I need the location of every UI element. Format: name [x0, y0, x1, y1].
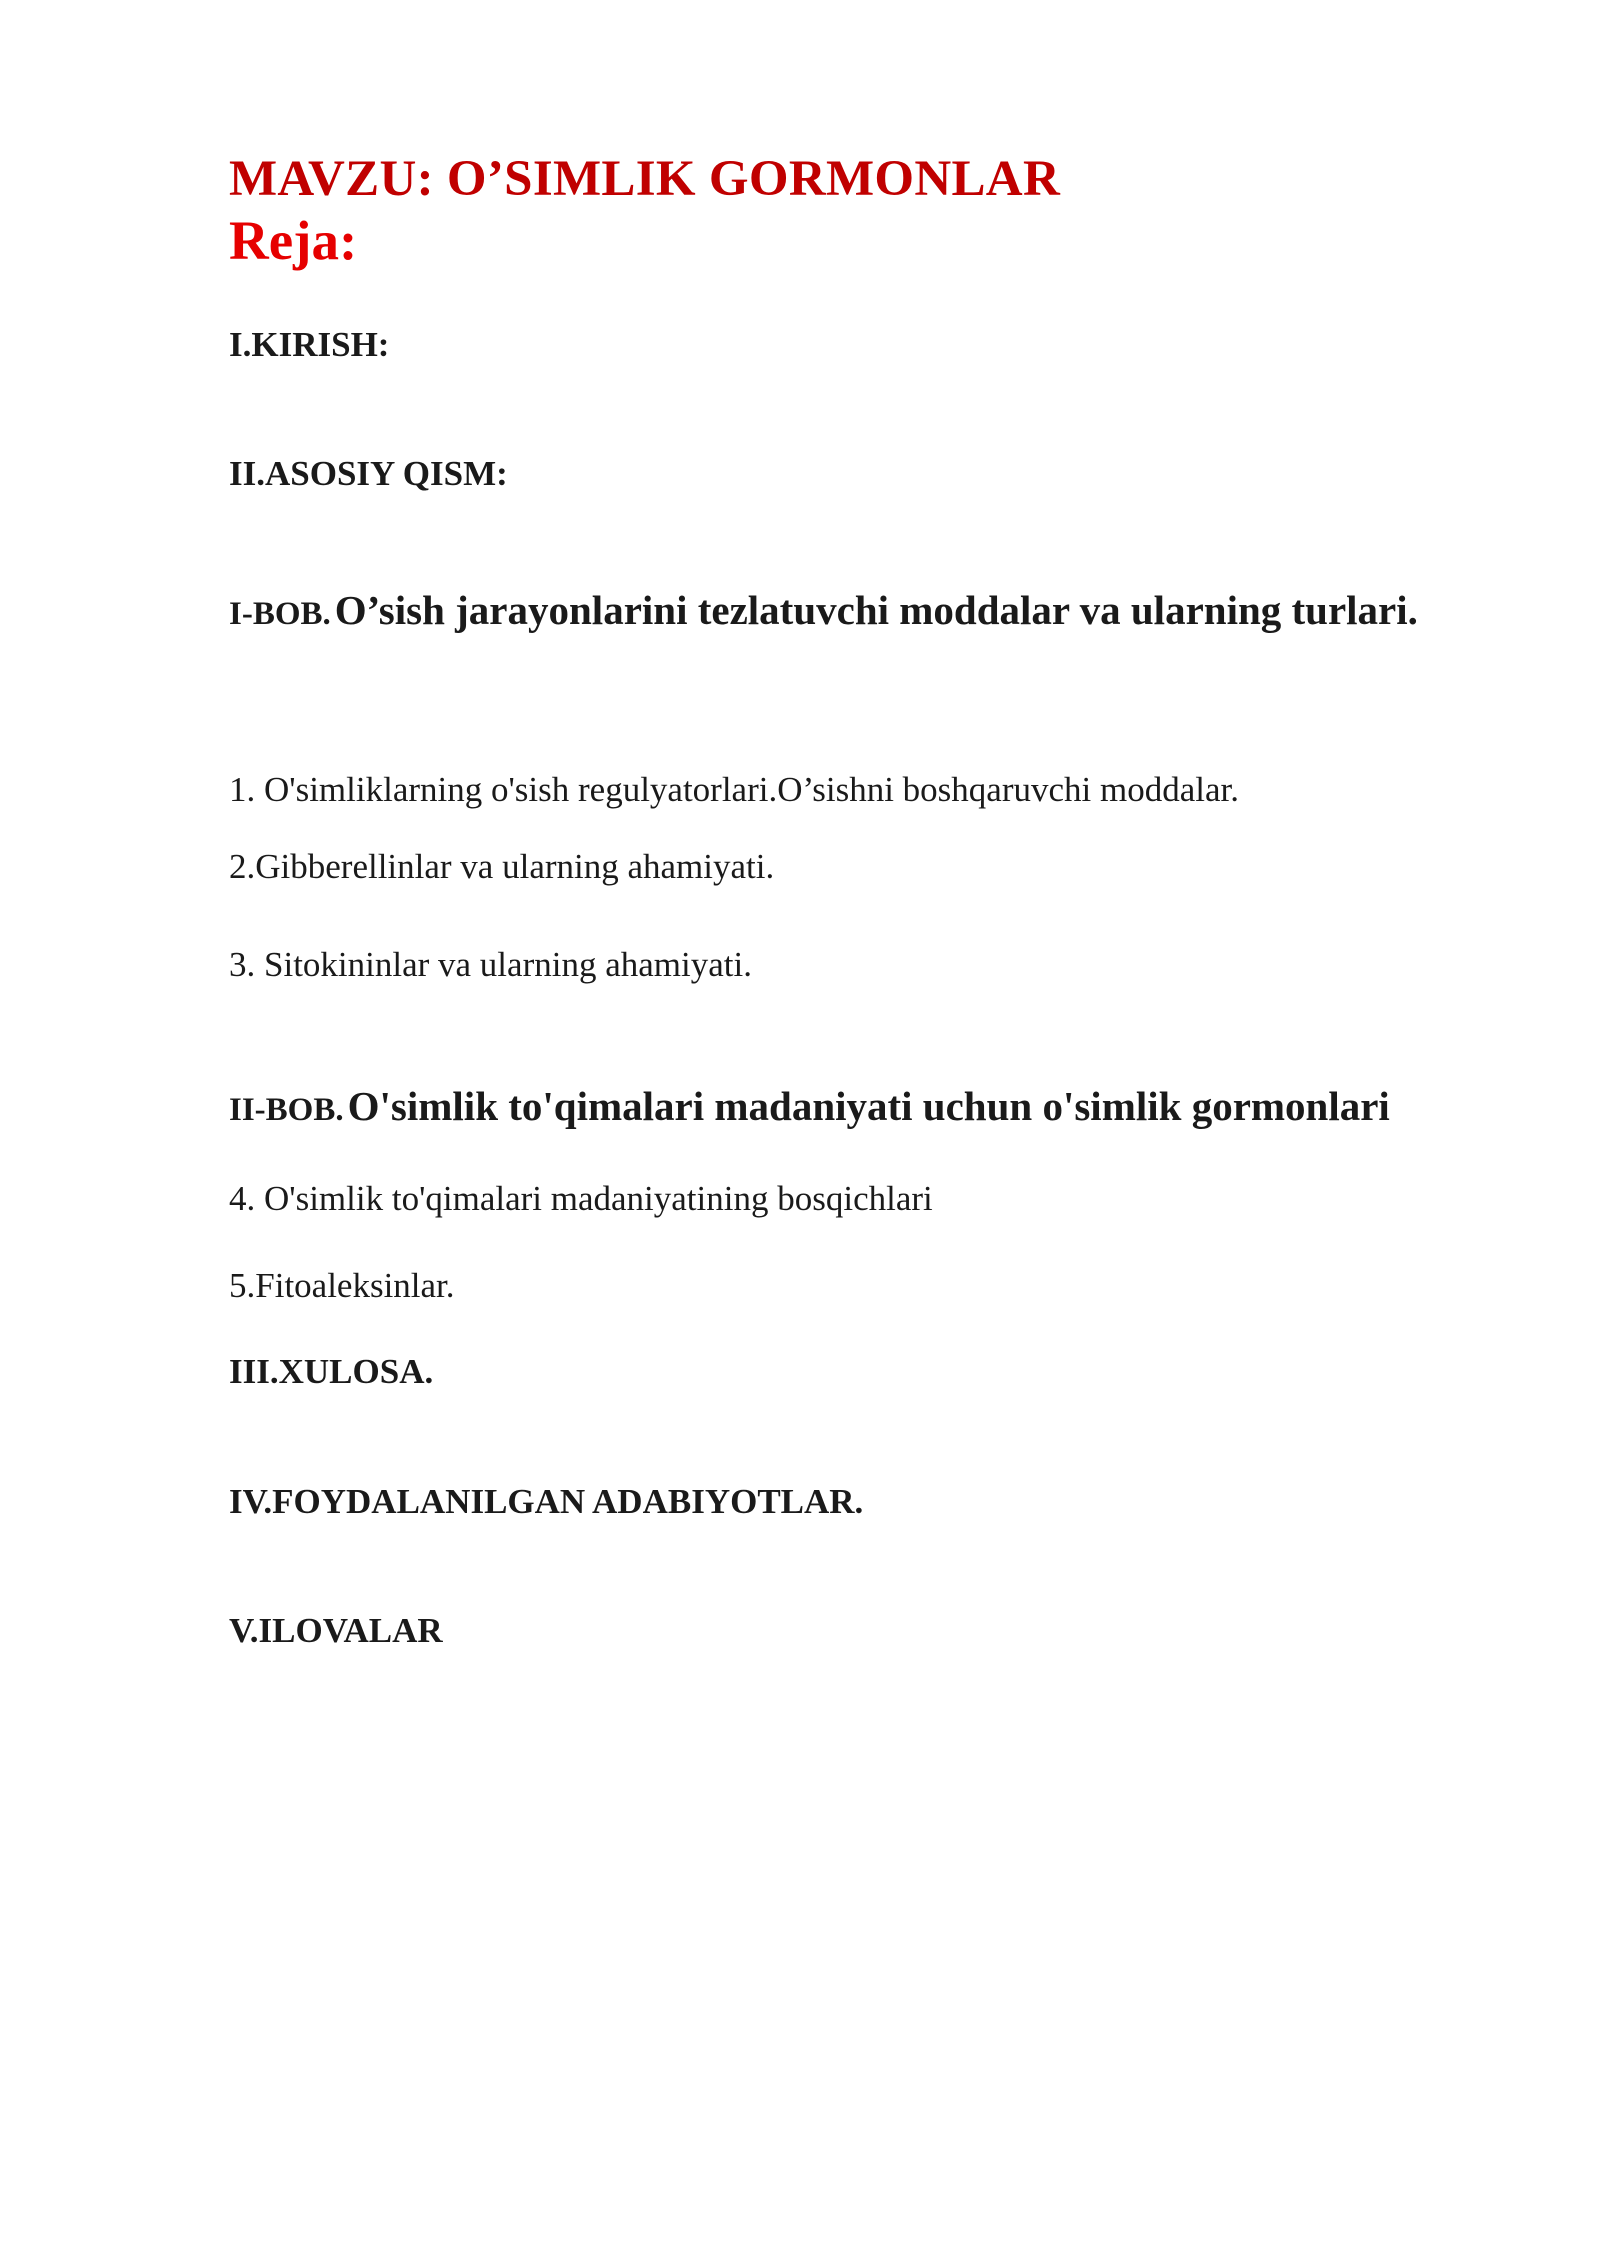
plan-item-4: [229, 1179, 933, 1219]
plan-label: Reja:: [229, 209, 358, 271]
plan-item-2: [229, 847, 774, 887]
plan-item-5-number: 5.: [229, 1266, 256, 1305]
chapter-1-heading: [229, 582, 1484, 648]
plan-item-1-number: 1.: [229, 770, 256, 809]
plan-item-2-number: 2.: [229, 847, 256, 886]
section-references: IV.FOYDALANILGAN ADABIYOTLAR.: [229, 1482, 864, 1521]
plan-item-3-number: 3.: [229, 945, 256, 984]
chapter-2-name: O'simlik to'qimalari madaniyati uchun o'simlik gormonlari: [347, 1083, 1390, 1129]
document-title: MAVZU: O’SIMLIK GORMONLAR: [229, 151, 1061, 207]
section-appendix: V.ILOVALAR: [229, 1611, 443, 1650]
section-intro: I.KIRISH:: [229, 325, 390, 364]
section-main: II.ASOSIY QISM:: [229, 454, 508, 493]
plan-item-3-text: Sitokininlar va ularning ahamiyati.: [264, 945, 752, 984]
chapter-1-name: O’sish jarayonlarini tezlatuvchi moddalar va ularning turlari.: [334, 587, 1418, 633]
chapter-1-label: I-BOB.: [229, 596, 331, 632]
document-page: [229, 150, 1484, 1650]
section-conclusion: III.XULOSA.: [229, 1352, 434, 1391]
chapter-2-label: II-BOB.: [229, 1092, 344, 1128]
plan-item-1: [229, 770, 1239, 810]
plan-item-5: [229, 1266, 455, 1306]
plan-item-4-number: 4.: [229, 1179, 256, 1218]
plan-item-5-text: Fitoaleksinlar.: [255, 1266, 455, 1305]
plan-item-3: [229, 945, 752, 985]
plan-item-4-text: O'simlik to'qimalari madaniyatining bosqichlari: [264, 1179, 933, 1218]
chapter-2-heading: [229, 1078, 1484, 1144]
plan-item-2-text: Gibberellinlar va ularning ahamiyati.: [255, 847, 775, 886]
plan-item-1-text: O'simliklarning o'sish regulyatorlari.O’sishni boshqaruvchi moddalar.: [264, 770, 1239, 809]
